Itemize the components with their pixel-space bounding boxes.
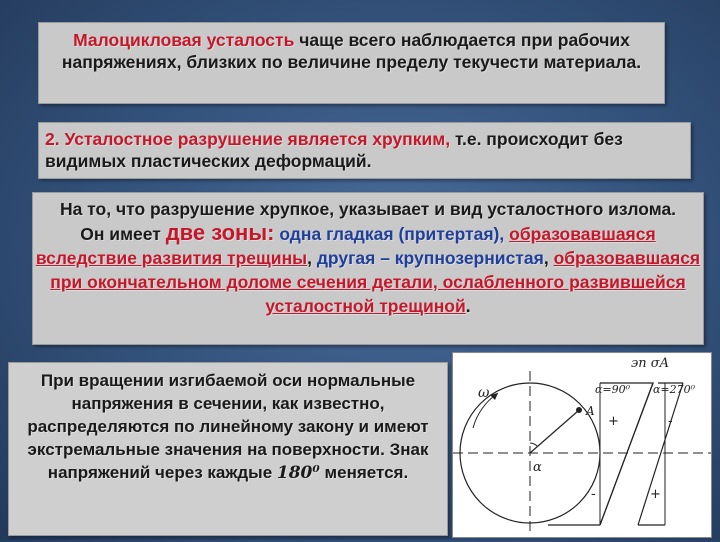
coarse-zone-text: другая – крупнозернистая xyxy=(316,248,544,268)
fatigue-note-box xyxy=(38,22,665,104)
sigma-a-label: эп σA xyxy=(631,356,670,371)
point-a-label: A xyxy=(586,404,595,418)
final-fracture-zone-text: образовавшаяся при окончательном доломе сечения детали, ослабленного развившейся усталостной трещиной xyxy=(50,248,701,316)
brittle-fracture-box xyxy=(38,122,691,179)
alpha270-label: α=270⁰ xyxy=(653,383,696,396)
zones-lead: Он имеет xyxy=(80,224,166,244)
angle-value: 180⁰ xyxy=(276,463,320,483)
fracture-zones-intro: На то, что разрушение хрупкое, указывает и вид усталостного излома. xyxy=(59,199,677,219)
radius-line xyxy=(530,411,578,453)
rotation-stress-end: меняется. xyxy=(319,463,409,482)
minus-sign-lower: - xyxy=(591,487,596,502)
zones-end: . xyxy=(465,296,471,316)
low-cycle-fatigue-term: Малоцикловая усталость xyxy=(73,30,295,50)
two-zones-term: две зоны: xyxy=(165,220,275,245)
crack-growth-zone-text: образовавшаяся вследствие развития трещины xyxy=(35,224,656,268)
low-cycle-fatigue-text: чаще всего наблюдается при рабочих напряжениях, близких по величине пределу текучести материала. xyxy=(61,30,642,72)
plus-sign-upper: + xyxy=(608,414,619,429)
zones-separator-1: , xyxy=(307,248,317,268)
plus-sign-lower: + xyxy=(650,487,661,502)
brittle-fracture-term: 2. Усталостное разрушение является хрупким, xyxy=(45,129,451,149)
alpha90-label: α=90⁰ xyxy=(595,383,631,396)
alpha-label: α xyxy=(533,460,542,475)
point-a-dot xyxy=(576,407,582,413)
rotation-stress-text: При вращении изгибаемой оси нормальные напряжения в сечении, как известно, распределяются по линейному закону и имеют экстремальные значения на поверхности. Знак напряжений через каждые xyxy=(27,371,429,482)
zones-separator-2: , xyxy=(543,248,554,268)
rotation-stress-box xyxy=(8,362,448,536)
stress-diagram xyxy=(452,352,712,538)
minus-sign-upper: - xyxy=(668,414,673,429)
brittle-fracture-text: т.е. происходит без видимых пластических деформаций. xyxy=(45,129,623,171)
stress-diagram-svg xyxy=(453,353,711,537)
omega-label: ω xyxy=(478,385,490,401)
fracture-zones-box xyxy=(32,192,704,345)
alpha-arc xyxy=(530,443,537,446)
smooth-zone-text: одна гладкая (притертая), xyxy=(274,224,510,244)
